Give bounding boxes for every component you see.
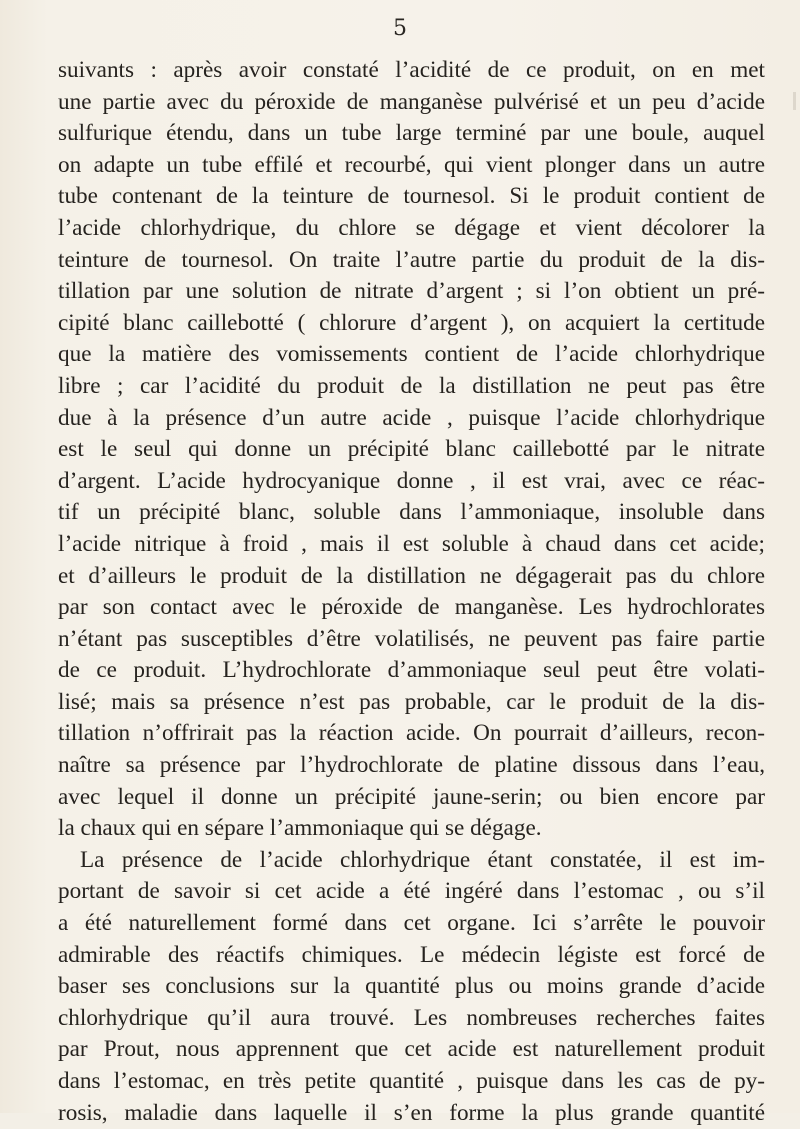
text-line: sulfurique étendu, dans un tube large terminé par une boule, auquel [58, 120, 765, 147]
text-line: admirable des réactifs chimiques. Le médecin légiste est forcé de [58, 941, 765, 968]
body-text [58, 55, 765, 1129]
text-line: une partie avec du péroxide de manganèse pulvérisé et un peu d’acide [58, 88, 765, 115]
text-line: cipité blanc caillebotté ( chlorure d’argent ), on acquiert la certitude [58, 309, 765, 336]
text-line: par Prout, nous apprennent que cet acide est naturellement produit [58, 1036, 765, 1063]
text-line: teinture de tournesol. On traite l’autre partie du produit de la dis- [58, 246, 765, 273]
text-line: que la matière des vomissements contient de l’acide chlorhydrique [58, 341, 765, 368]
text-line: de ce produit. L’hydrochlorate d’ammoniaque seul peut être volati- [58, 657, 765, 684]
text-line: et d’ailleurs le produit de la distillation ne dégagerait pas du chlore [58, 562, 765, 589]
text-line: l’acide nitrique à froid , mais il est soluble à chaud dans cet acide; [58, 530, 765, 557]
text-line: libre ; car l’acidité du produit de la distillation ne peut pas être [58, 372, 765, 399]
text-line: dans l’estomac, en très petite quantité , puisque dans les cas de py- [58, 1068, 765, 1094]
text-line: lisé; mais sa présence n’est pas probable, car le produit de la dis- [58, 688, 765, 715]
text-line: tillation par une solution de nitrate d’argent ; si l’on obtient un pré- [58, 278, 765, 305]
text-line: tube contenant de la teinture de tournesol. Si le produit contient de [58, 183, 765, 210]
text-line: l’acide chlorhydrique, du chlore se dégage et vient décolorer la [58, 214, 765, 241]
text-line: avec lequel il donne un précipité jaune-serin; ou bien encore par [58, 783, 765, 810]
text-line: on adapte un tube effilé et recourbé, qui vient plonger dans un autre [58, 151, 765, 178]
page-number: 5 [393, 16, 407, 41]
paragraph-end-line: la chaux qui en sépare l’ammoniaque qui se dégage. [58, 815, 542, 842]
text-line: n’étant pas susceptibles d’être volatilisés, ne peuvent pas faire partie [58, 625, 765, 652]
text-line: par son contact avec le péroxide de manganèse. Les hydrochlorates [58, 594, 765, 621]
text-line: due à la présence d’un autre acide , puisque l’acide chlorhydrique [58, 404, 765, 431]
text-line: naître sa présence par l’hydrochlorate de platine dissous dans l’eau, [58, 752, 765, 779]
text-line: rosis, maladie dans laquelle il s’en forme la plus grande quantité [58, 1099, 765, 1126]
text-line: suivants : après avoir constaté l’acidité de ce produit, on en met [58, 57, 765, 83]
text-line: tillation n’offrirait pas la réaction acide. On pourrait d’ailleurs, recon- [58, 720, 765, 747]
text-line: chlorhydrique qu’il aura trouvé. Les nombreuses recherches faites [58, 1004, 765, 1031]
text-line: baser ses conclusions sur la quantité plus ou moins grande d’acide [58, 973, 765, 1000]
text-line: tif un précipité blanc, soluble dans l’ammoniaque, insoluble dans [58, 499, 765, 526]
text-line: est le seul qui donne un précipité blanc caillebotté par le nitrate [58, 436, 765, 463]
text-line: portant de savoir si cet acide a été ingéré dans l’estomac , ou s’il [58, 878, 765, 905]
text-line: a été naturellement formé dans cet organe. Ici s’arrête le pouvoir [58, 910, 765, 937]
paragraph-start-line: La présence de l’acide chlorhydrique étant constatée, il est im- [80, 846, 765, 873]
text-line: d’argent. L’acide hydrocyanique donne , il est vrai, avec ce réac- [58, 467, 765, 494]
page-edge-mark [793, 92, 796, 110]
